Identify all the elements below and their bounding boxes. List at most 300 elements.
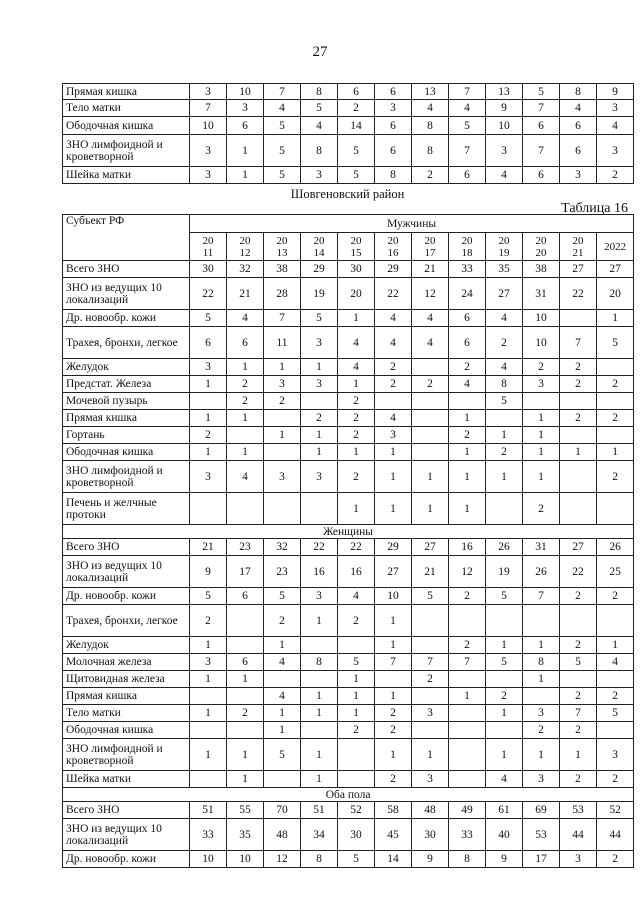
value-cell: 1 <box>375 739 412 771</box>
value-cell: 6 <box>449 167 486 184</box>
value-cell: 28 <box>264 278 301 310</box>
table-row <box>63 688 634 705</box>
year-header-line: 20 <box>535 234 547 247</box>
row-label: Др. новообр. кожи <box>63 588 190 605</box>
table-row <box>63 376 634 393</box>
value-cell: 13 <box>486 84 523 100</box>
value-cell: 1 <box>190 739 227 771</box>
value-cell: 3 <box>523 705 560 722</box>
value-cell: 1 <box>190 637 227 654</box>
row-label: Желудок <box>63 359 190 376</box>
row-label: Прямая кишка <box>63 688 190 705</box>
value-cell <box>523 605 560 637</box>
value-cell <box>412 444 449 461</box>
row-label: Шейка матки <box>63 771 190 788</box>
value-cell: 5 <box>449 117 486 135</box>
value-cell: 32 <box>264 539 301 556</box>
value-cell: 7 <box>523 100 560 117</box>
value-cell <box>264 493 301 525</box>
value-cell: 1 <box>486 637 523 654</box>
value-cell: 6 <box>560 135 597 167</box>
value-cell <box>523 688 560 705</box>
value-cell: 12 <box>449 556 486 588</box>
value-cell <box>412 393 449 410</box>
row-label: Шейка матки <box>63 167 190 184</box>
value-cell: 2 <box>560 588 597 605</box>
table-row <box>63 393 634 410</box>
value-cell: 52 <box>338 802 375 819</box>
value-cell: 3 <box>190 461 227 493</box>
value-cell: 1 <box>227 444 264 461</box>
subject-header: Субъект РФ <box>63 215 190 261</box>
value-cell <box>338 771 375 788</box>
value-cell: 1 <box>560 444 597 461</box>
row-label: Предстат. Железа <box>63 376 190 393</box>
table-row <box>63 556 634 588</box>
value-cell: 7 <box>560 705 597 722</box>
value-cell: 2 <box>338 100 375 117</box>
value-cell: 2 <box>449 637 486 654</box>
value-cell: 45 <box>375 819 412 851</box>
value-cell: 4 <box>486 771 523 788</box>
value-cell: 1 <box>338 493 375 525</box>
row-label: ЗНО из ведущих 10 локализаций <box>63 278 190 310</box>
value-cell <box>523 393 560 410</box>
value-cell <box>486 671 523 688</box>
value-cell: 9 <box>486 851 523 868</box>
value-cell: 1 <box>227 135 264 167</box>
value-cell: 4 <box>412 100 449 117</box>
value-cell: 2 <box>264 393 301 410</box>
value-cell: 48 <box>264 819 301 851</box>
value-cell: 2 <box>375 376 412 393</box>
value-cell: 4 <box>338 588 375 605</box>
value-cell: 4 <box>412 327 449 359</box>
value-cell: 1 <box>301 705 338 722</box>
value-cell <box>227 605 264 637</box>
value-cell: 6 <box>375 84 412 100</box>
year-header-line: 2022 <box>604 240 627 253</box>
value-cell: 61 <box>486 802 523 819</box>
table-row <box>63 539 634 556</box>
value-cell: 5 <box>338 851 375 868</box>
year-header-line: 20 <box>498 234 510 247</box>
value-cell: 55 <box>227 802 264 819</box>
value-cell: 3 <box>301 461 338 493</box>
value-cell: 9 <box>190 556 227 588</box>
value-cell: 1 <box>301 688 338 705</box>
value-cell: 4 <box>227 310 264 327</box>
table-row <box>63 278 634 310</box>
table-row <box>63 588 634 605</box>
year-header <box>560 233 597 261</box>
value-cell: 2 <box>560 771 597 788</box>
row-label: Тело матки <box>63 705 190 722</box>
value-cell: 7 <box>375 654 412 671</box>
value-cell: 10 <box>227 84 264 100</box>
value-cell <box>338 739 375 771</box>
value-cell: 2 <box>227 705 264 722</box>
value-cell: 1 <box>338 671 375 688</box>
value-cell: 51 <box>301 802 338 819</box>
value-cell: 4 <box>338 359 375 376</box>
value-cell: 31 <box>523 278 560 310</box>
row-label: Ободочная кишка <box>63 444 190 461</box>
value-cell: 1 <box>449 461 486 493</box>
value-cell: 27 <box>375 556 412 588</box>
value-cell <box>412 410 449 427</box>
year-header <box>190 233 227 261</box>
table-row <box>63 637 634 654</box>
value-cell: 2 <box>486 444 523 461</box>
value-cell <box>301 722 338 739</box>
value-cell <box>190 688 227 705</box>
value-cell: 17 <box>227 556 264 588</box>
value-cell: 3 <box>523 771 560 788</box>
value-cell: 29 <box>301 261 338 278</box>
section-header-row <box>63 788 634 802</box>
previous-table-continuation <box>62 83 634 184</box>
value-cell: 1 <box>190 410 227 427</box>
value-cell: 1 <box>264 637 301 654</box>
row-label: ЗНО лимфоидной и кроветворной <box>63 461 190 493</box>
year-header-line: 20 <box>461 234 473 247</box>
value-cell: 2 <box>560 376 597 393</box>
value-cell: 1 <box>449 493 486 525</box>
value-cell: 2 <box>449 427 486 444</box>
value-cell: 9 <box>486 100 523 117</box>
value-cell: 6 <box>227 327 264 359</box>
table-row <box>63 705 634 722</box>
table-row <box>63 654 634 671</box>
table-row <box>63 444 634 461</box>
value-cell: 2 <box>597 410 634 427</box>
value-cell: 3 <box>375 427 412 444</box>
table-row <box>63 851 634 868</box>
value-cell: 23 <box>264 556 301 588</box>
value-cell: 7 <box>523 588 560 605</box>
value-cell: 1 <box>264 427 301 444</box>
value-cell: 20 <box>338 278 375 310</box>
value-cell: 2 <box>597 461 634 493</box>
value-cell <box>597 393 634 410</box>
value-cell <box>560 671 597 688</box>
row-label: Тело матки <box>63 100 190 117</box>
value-cell: 2 <box>338 410 375 427</box>
value-cell: 10 <box>190 117 227 135</box>
value-cell: 1 <box>190 444 227 461</box>
value-cell: 11 <box>264 327 301 359</box>
value-cell: 1 <box>560 739 597 771</box>
value-cell: 38 <box>523 261 560 278</box>
value-cell: 4 <box>449 376 486 393</box>
value-cell <box>227 427 264 444</box>
value-cell <box>301 393 338 410</box>
value-cell: 1 <box>227 410 264 427</box>
value-cell: 5 <box>190 310 227 327</box>
value-cell: 8 <box>301 135 338 167</box>
value-cell: 4 <box>375 310 412 327</box>
value-cell: 1 <box>375 461 412 493</box>
value-cell: 33 <box>449 261 486 278</box>
row-label: Всего ЗНО <box>63 261 190 278</box>
value-cell: 8 <box>449 851 486 868</box>
value-cell <box>301 493 338 525</box>
value-cell: 10 <box>523 310 560 327</box>
row-label: Ободочная кишка <box>63 117 190 135</box>
value-cell <box>449 393 486 410</box>
value-cell: 1 <box>523 410 560 427</box>
value-cell: 2 <box>375 359 412 376</box>
value-cell: 2 <box>375 705 412 722</box>
table-row <box>63 671 634 688</box>
value-cell: 69 <box>523 802 560 819</box>
value-cell: 8 <box>560 84 597 100</box>
value-cell: 1 <box>338 376 375 393</box>
value-cell: 4 <box>597 654 634 671</box>
value-cell: 16 <box>338 556 375 588</box>
value-cell: 1 <box>190 705 227 722</box>
value-cell: 1 <box>523 671 560 688</box>
table-row <box>63 167 634 184</box>
table-row <box>63 802 634 819</box>
value-cell: 1 <box>190 376 227 393</box>
value-cell: 1 <box>301 739 338 771</box>
row-label: Щитовидная железа <box>63 671 190 688</box>
value-cell: 2 <box>227 393 264 410</box>
row-label: Др. новообр. кожи <box>63 310 190 327</box>
page-number: 27 <box>312 44 328 60</box>
table-row <box>63 117 634 135</box>
value-cell: 53 <box>560 802 597 819</box>
row-label: Желудок <box>63 637 190 654</box>
value-cell: 6 <box>227 117 264 135</box>
value-cell <box>449 739 486 771</box>
value-cell: 2 <box>560 637 597 654</box>
value-cell: 25 <box>597 556 634 588</box>
value-cell: 5 <box>338 135 375 167</box>
value-cell <box>264 410 301 427</box>
value-cell: 1 <box>412 461 449 493</box>
value-cell: 2 <box>375 722 412 739</box>
year-header <box>412 233 449 261</box>
value-cell: 20 <box>597 278 634 310</box>
value-cell <box>412 637 449 654</box>
year-header-line: 20 <box>239 234 251 247</box>
value-cell: 3 <box>597 739 634 771</box>
value-cell <box>597 359 634 376</box>
row-label: ЗНО лимфоидной и кроветворной <box>63 135 190 167</box>
value-cell: 1 <box>338 688 375 705</box>
value-cell: 19 <box>301 278 338 310</box>
value-cell: 16 <box>301 556 338 588</box>
value-cell: 1 <box>449 688 486 705</box>
value-cell: 51 <box>190 802 227 819</box>
value-cell: 1 <box>227 739 264 771</box>
value-cell: 5 <box>264 167 301 184</box>
value-cell: 5 <box>264 739 301 771</box>
table-row <box>63 327 634 359</box>
value-cell: 8 <box>301 84 338 100</box>
value-cell: 4 <box>375 410 412 427</box>
year-header-line: 17 <box>424 246 436 259</box>
value-cell: 3 <box>375 100 412 117</box>
year-header-line: 20 <box>424 234 436 247</box>
value-cell: 30 <box>338 261 375 278</box>
value-cell: 1 <box>190 671 227 688</box>
value-cell: 2 <box>412 671 449 688</box>
value-cell: 6 <box>190 327 227 359</box>
year-header <box>375 233 412 261</box>
value-cell: 2 <box>190 605 227 637</box>
value-cell: 26 <box>523 556 560 588</box>
value-cell: 7 <box>264 310 301 327</box>
value-cell: 2 <box>449 588 486 605</box>
value-cell: 22 <box>301 539 338 556</box>
value-cell: 23 <box>227 539 264 556</box>
value-cell: 17 <box>523 851 560 868</box>
value-cell <box>412 688 449 705</box>
year-header <box>227 233 264 261</box>
year-header <box>523 233 560 261</box>
value-cell: 5 <box>486 654 523 671</box>
year-header <box>264 233 301 261</box>
value-cell: 1 <box>264 359 301 376</box>
value-cell: 33 <box>190 819 227 851</box>
value-cell: 3 <box>190 135 227 167</box>
value-cell <box>264 771 301 788</box>
value-cell: 5 <box>412 588 449 605</box>
value-cell: 8 <box>375 167 412 184</box>
value-cell: 3 <box>301 588 338 605</box>
value-cell <box>449 605 486 637</box>
value-cell: 2 <box>227 376 264 393</box>
value-cell: 8 <box>412 135 449 167</box>
value-cell: 29 <box>375 261 412 278</box>
value-cell: 1 <box>338 310 375 327</box>
value-cell: 7 <box>264 84 301 100</box>
year-header-line: 13 <box>276 246 288 259</box>
value-cell: 1 <box>338 705 375 722</box>
value-cell: 6 <box>375 117 412 135</box>
value-cell: 3 <box>597 135 634 167</box>
value-cell: 1 <box>338 444 375 461</box>
value-cell: 1 <box>449 410 486 427</box>
value-cell: 1 <box>301 427 338 444</box>
value-cell: 4 <box>486 359 523 376</box>
row-label: Мочевой пузырь <box>63 393 190 410</box>
table-row <box>63 410 634 427</box>
value-cell: 4 <box>486 167 523 184</box>
value-cell: 4 <box>375 327 412 359</box>
value-cell: 7 <box>190 100 227 117</box>
row-label: Всего ЗНО <box>63 539 190 556</box>
value-cell <box>560 461 597 493</box>
table-row <box>63 100 634 117</box>
value-cell: 3 <box>301 327 338 359</box>
section-title: Женщины <box>63 525 634 539</box>
value-cell: 14 <box>375 851 412 868</box>
value-cell: 4 <box>449 100 486 117</box>
value-cell: 3 <box>264 376 301 393</box>
value-cell <box>375 393 412 410</box>
value-cell: 10 <box>227 851 264 868</box>
value-cell: 21 <box>412 556 449 588</box>
value-cell: 2 <box>523 722 560 739</box>
value-cell <box>412 427 449 444</box>
value-cell: 21 <box>227 278 264 310</box>
year-header-line: 12 <box>239 246 251 259</box>
value-cell: 2 <box>412 167 449 184</box>
year-header <box>338 233 375 261</box>
row-label: Прямая кишка <box>63 84 190 100</box>
row-label: Печень и желчные протоки <box>63 493 190 525</box>
value-cell: 3 <box>190 167 227 184</box>
value-cell: 5 <box>486 588 523 605</box>
value-cell: 3 <box>486 135 523 167</box>
value-cell: 21 <box>412 261 449 278</box>
value-cell: 22 <box>560 278 597 310</box>
value-cell: 5 <box>597 705 634 722</box>
value-cell <box>412 605 449 637</box>
value-cell <box>449 671 486 688</box>
value-cell: 2 <box>523 493 560 525</box>
value-cell: 26 <box>486 539 523 556</box>
year-header-line: 19 <box>498 246 510 259</box>
value-cell: 1 <box>597 310 634 327</box>
value-cell: 3 <box>190 84 227 100</box>
row-label: Молочная железа <box>63 654 190 671</box>
row-label: ЗНО лимфоидной и кроветворной <box>63 739 190 771</box>
value-cell <box>301 637 338 654</box>
value-cell: 1 <box>523 637 560 654</box>
value-cell: 3 <box>412 771 449 788</box>
value-cell: 2 <box>338 427 375 444</box>
table-row <box>63 310 634 327</box>
value-cell <box>597 671 634 688</box>
value-cell: 3 <box>301 167 338 184</box>
value-cell: 3 <box>301 376 338 393</box>
year-header <box>301 233 338 261</box>
value-cell: 1 <box>227 671 264 688</box>
value-cell: 6 <box>560 117 597 135</box>
value-cell: 1 <box>449 444 486 461</box>
year-header <box>486 233 523 261</box>
incidence-table <box>62 214 634 868</box>
value-cell: 24 <box>449 278 486 310</box>
value-cell: 6 <box>227 588 264 605</box>
row-label: Трахея, бронхи, легкое <box>63 327 190 359</box>
value-cell: 1 <box>375 637 412 654</box>
value-cell <box>190 493 227 525</box>
value-cell: 7 <box>560 327 597 359</box>
value-cell: 2 <box>375 771 412 788</box>
value-cell: 2 <box>338 722 375 739</box>
row-label: ЗНО из ведущих 10 локализаций <box>63 819 190 851</box>
value-cell: 2 <box>597 771 634 788</box>
value-cell: 13 <box>412 84 449 100</box>
value-cell: 58 <box>375 802 412 819</box>
value-cell: 8 <box>486 376 523 393</box>
value-cell: 16 <box>449 539 486 556</box>
value-cell: 12 <box>264 851 301 868</box>
value-cell <box>227 493 264 525</box>
value-cell: 5 <box>560 654 597 671</box>
value-cell: 8 <box>301 654 338 671</box>
value-cell <box>560 427 597 444</box>
value-cell: 1 <box>375 444 412 461</box>
value-cell <box>301 671 338 688</box>
